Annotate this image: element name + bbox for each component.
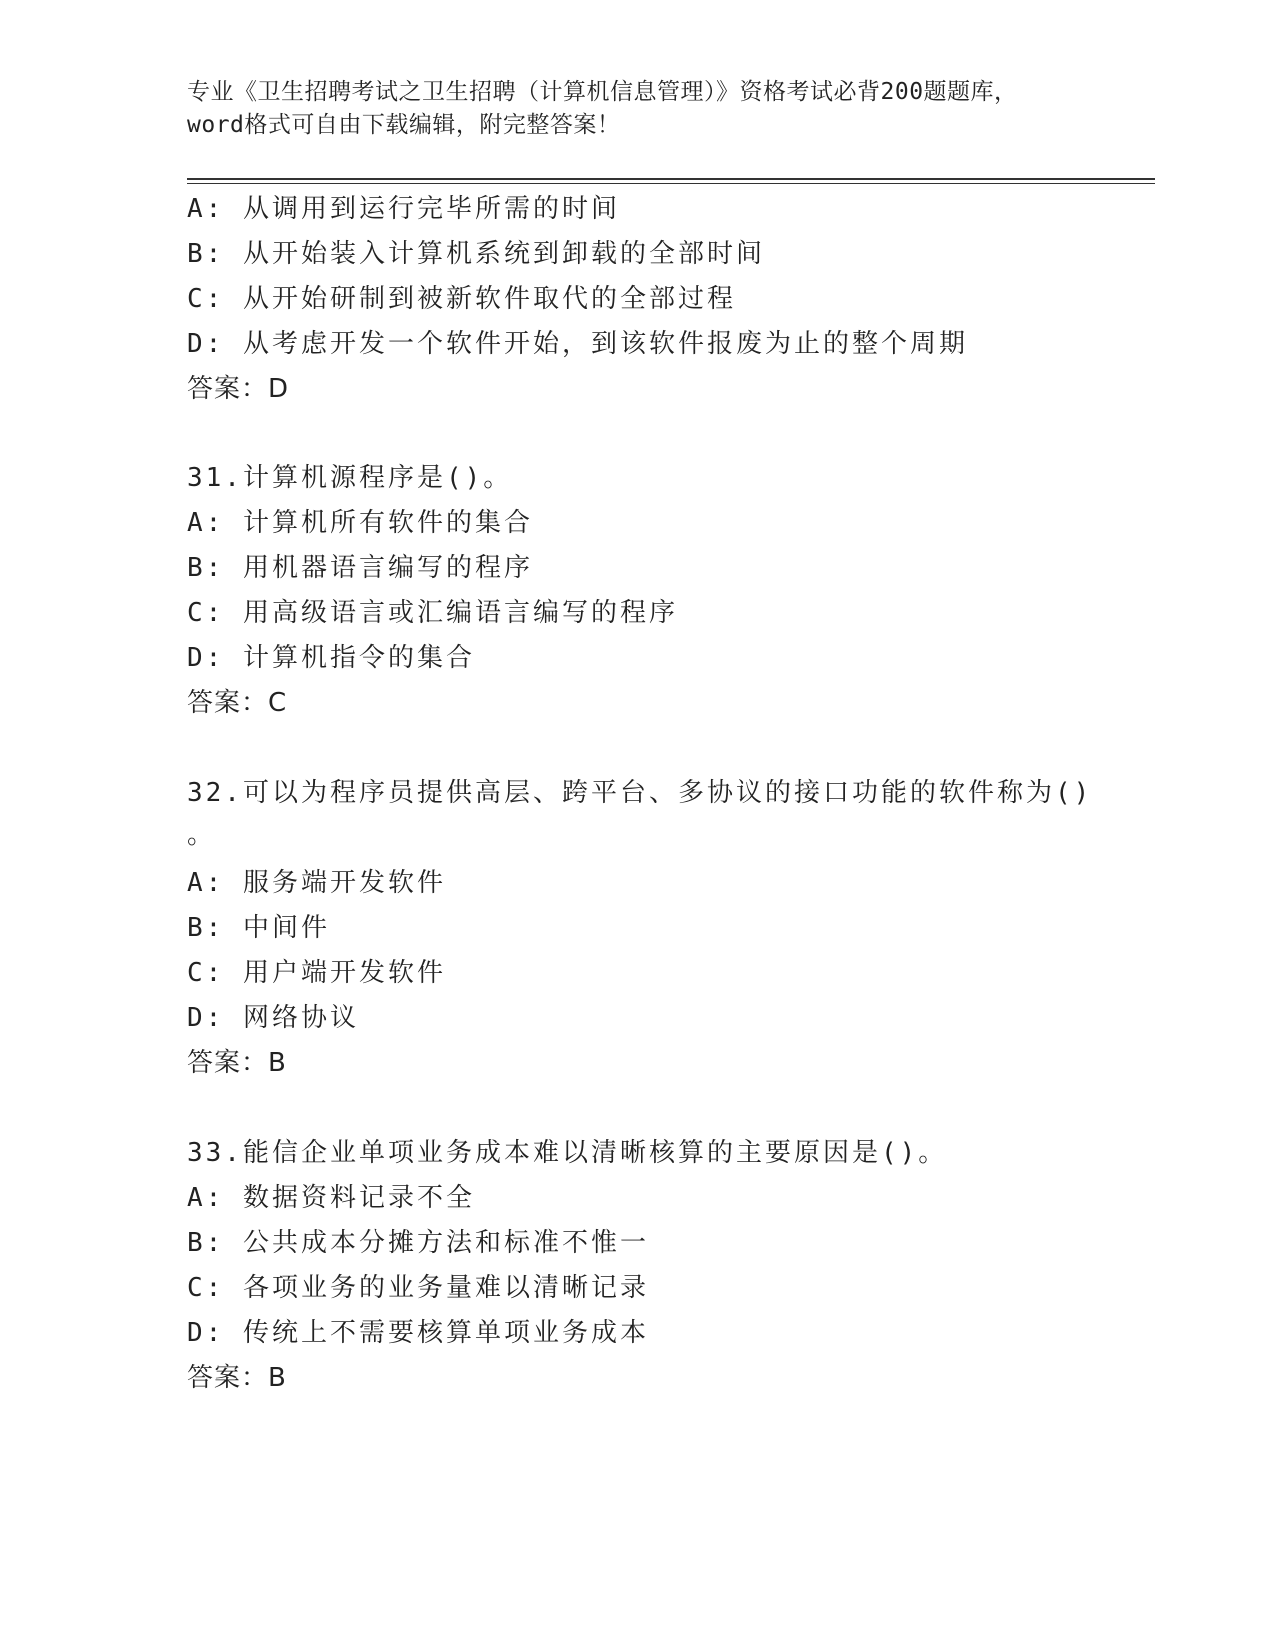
q33-stem: 33.能信企业单项业务成本难以清晰核算的主要原因是()。 [187,1138,948,1168]
header-divider-thick [187,178,1155,180]
q31-stem: 31.计算机源程序是()。 [187,463,513,493]
header-line-2: word格式可自由下载编辑，附完整答案！ [187,112,621,138]
q31-option-d: D: 计算机指令的集合 [187,643,475,673]
q32-option-a: A: 服务端开发软件 [187,868,446,898]
q33-option-b: B: 公共成本分摊方法和标准不惟一 [187,1228,649,1258]
q31-answer: 答案：C [187,688,288,718]
q31-option-b: B: 用机器语言编写的程序 [187,553,533,583]
q31-option-c: C: 用高级语言或汇编语言编写的程序 [187,598,678,628]
q31-option-a: A: 计算机所有软件的集合 [187,508,533,538]
q33-option-d: D: 传统上不需要核算单项业务成本 [187,1318,649,1348]
q32-option-c: C: 用户端开发软件 [187,958,446,988]
q33-option-a: A: 数据资料记录不全 [187,1183,475,1213]
q32-answer: 答案：B [187,1048,287,1078]
q30-option-c: C: 从开始研制到被新软件取代的全部过程 [187,284,736,314]
q32-option-d: D: 网络协议 [187,1003,359,1033]
q33-answer: 答案：B [187,1363,287,1393]
q32-option-b: B: 中间件 [187,913,330,943]
q30-option-d: D: 从考虑开发一个软件开始，到该软件报废为止的整个周期 [187,329,968,359]
q30-option-b: B: 从开始装入计算机系统到卸载的全部时间 [187,239,765,269]
q32-stem: 32.可以为程序员提供高层、跨平台、多协议的接口功能的软件称为() [187,778,1093,808]
header-line-1: 专业《卫生招聘考试之卫生招聘（计算机信息管理）》资格考试必背200题题库， [187,79,1018,105]
q33-option-c: C: 各项业务的业务量难以清晰记录 [187,1273,649,1303]
header-divider-thin [187,183,1155,184]
q32-stem-continued: 。 [187,820,217,850]
document-header [187,76,1087,142]
q30-answer: 答案：D [187,374,290,404]
q30-option-a: A: 从调用到运行完毕所需的时间 [187,194,620,224]
